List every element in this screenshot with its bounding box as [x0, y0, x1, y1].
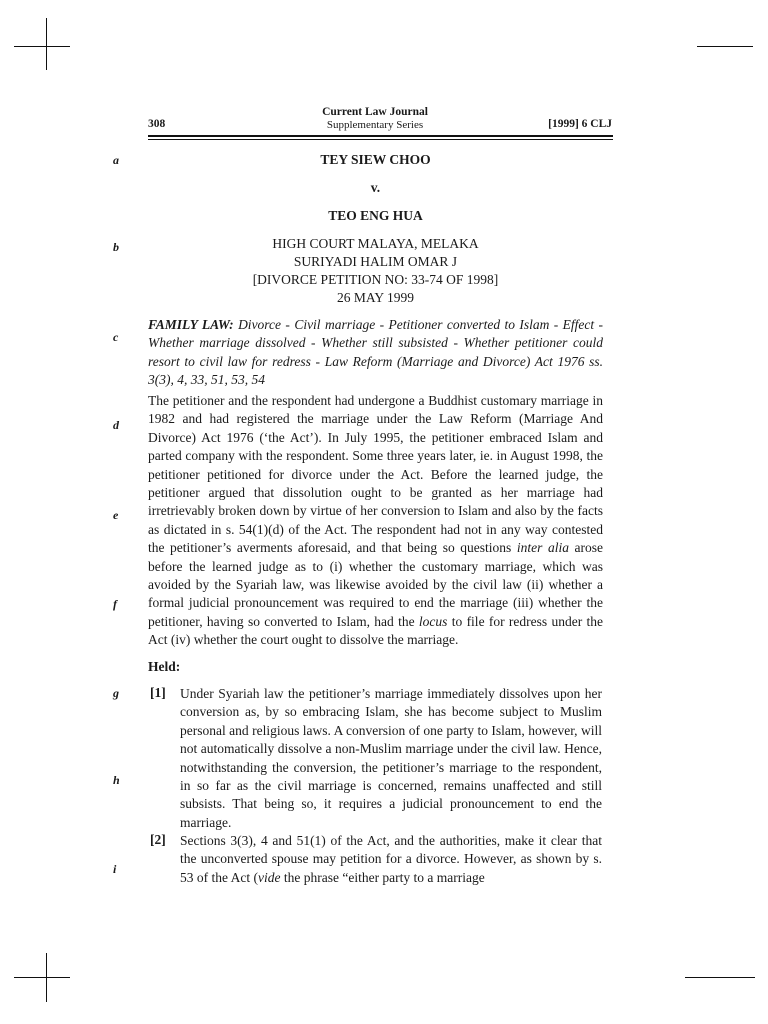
margin-letter-a: a	[113, 153, 119, 167]
header-rule-thick	[148, 135, 613, 137]
summary-part-1: The petitioner and the respondent had undergone a Buddhist customary marriage in 1982 and had registered the marriage under the Law Reform (Marriage And Divorce) Act 1976 (‘the Act’). In July 1995, the petitioner embraced Islam and parted company with the respondent. Some three years later, ie. in August 1998, the petitioner petitioned for divorce under the Act. Before the learned judge, the petitioner argued that dissolution ought to be granted as her marriage had irretrievably broken down by virtue of her conversion to Islam and also by the facts as dictated in s. 54(1)(d) of the Act. The respondent had not in any way contested the petitioner’s averments aforesaid, and that being so questions	[148, 393, 603, 556]
summary-italic-locus: locus	[418, 613, 448, 629]
margin-letter-c: c	[113, 330, 119, 344]
petitioner-name: TEY SIEW CHOO	[320, 152, 431, 167]
summary-part-3: to file for redress under the Act (iv) whether the court ought to dissolve the marriage.	[148, 613, 604, 648]
held-item-1-text: Under Syariah law the petitioner’s marriage immediately dissolves upon her conversion as, by so embracing Islam, she has become subject to Muslim personal and religious laws. A conversion of one party to Islam, however, will not automatically dissolve a non-Muslim marriage under the civil law. Hence, notwithstanding the conversion, the petitioner’s marriage to the respondent, in so far as the civil marriage is concerned, remains unaffected and still subsists. That being so, it requires a judicial pronouncement to end the marriage.	[180, 686, 602, 830]
crop-mark-bottom-right-horizontal	[685, 977, 755, 978]
catchwords-text: Divorce - Civil marriage - Petitioner converted to Islam - Effect - Whether marriage dissolved - Whether still subsisted - Whether petitioner could resort to civil law for redress - Law Reform (Marriage and Divorce) Act 1976 ss. 3(3), 4, 33, 51, 53, 54	[148, 317, 603, 388]
held-item-2-number: [2]	[150, 832, 166, 847]
margin-letter-d: d	[113, 418, 119, 432]
held-item-2-italic-vide: vide	[257, 869, 281, 885]
versus: v.	[370, 180, 381, 195]
journal-subtitle: Supplementary Series	[326, 119, 424, 131]
catchwords	[148, 316, 603, 390]
summary-italic-inter-alia: inter alia	[516, 540, 569, 556]
page-number: 308	[148, 118, 166, 130]
crop-mark-top-right-horizontal	[697, 46, 753, 47]
judgment-date: 26 MAY 1999	[336, 290, 414, 305]
petition-number: [DIVORCE PETITION NO: 33-74 OF 1998]	[252, 272, 499, 287]
margin-letter-i: i	[113, 862, 117, 876]
margin-letter-b: b	[113, 240, 119, 254]
crop-mark-top-left-vertical	[46, 18, 47, 70]
margin-letter-e: e	[113, 508, 119, 522]
held-item-2-text-after: the phrase “either party to a marriage	[280, 869, 485, 885]
journal-title: Current Law Journal	[322, 106, 428, 118]
case-summary	[148, 392, 603, 650]
header-rule-thin	[148, 139, 613, 140]
court-name: HIGH COURT MALAYA, MELAKA	[272, 236, 479, 251]
respondent-name: TEO ENG HUA	[328, 208, 423, 223]
held-item-2-text-before: Sections 3(3), 4 and 51(1) of the Act, and the authorities, make it clear that the unconverted spouse may petition for a divorce. However, as shown by s. 53 of the Act (	[180, 833, 602, 885]
summary-part-2: arose before the learned judge as to (i) whether the customary marriage, which was avoided by the Syariah law, was likewise avoided by the civil law (ii) whether a formal judicial pronouncement was required to end the marriage (iii) whether the petitioner, having so converted to Islam, had the	[148, 540, 604, 629]
held-heading: Held:	[148, 659, 181, 674]
citation: [1999] 6 CLJ	[548, 118, 612, 130]
crop-mark-bottom-left-vertical	[46, 953, 47, 1002]
margin-letter-f: f	[113, 597, 117, 611]
held-item-2	[180, 832, 602, 887]
judge-name: SURIYADI HALIM OMAR J	[293, 254, 458, 269]
crop-mark-bottom-left-horizontal	[14, 977, 70, 978]
margin-letter-h: h	[113, 773, 120, 787]
held-item-1-number: [1]	[150, 685, 166, 700]
journal-header	[260, 106, 490, 132]
margin-letter-g: g	[113, 686, 119, 700]
crop-mark-top-left-horizontal	[14, 46, 70, 47]
catchwords-label: FAMILY LAW:	[148, 317, 234, 332]
